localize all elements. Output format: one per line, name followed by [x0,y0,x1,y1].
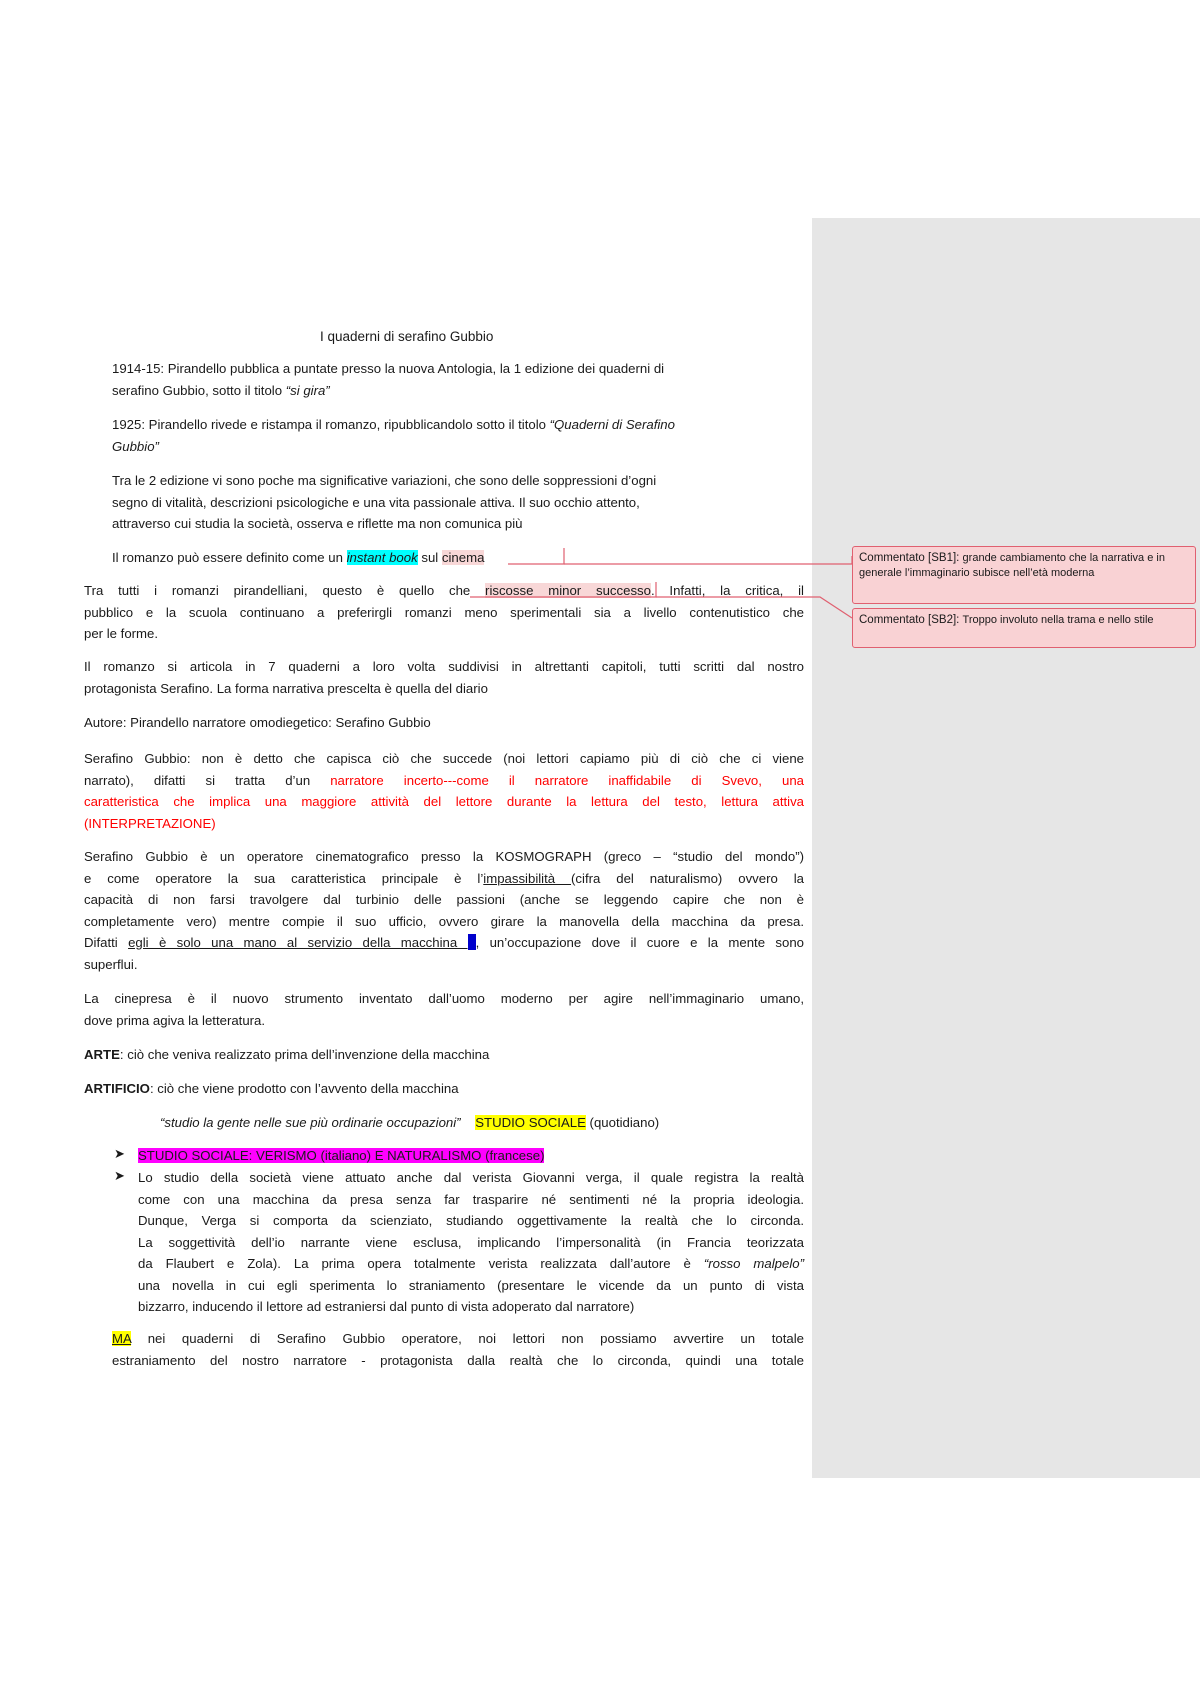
document-title: I quaderni di serafino Gubbio [320,329,494,344]
comment-sb2[interactable] [852,608,1196,648]
text: , un’occupazione dove il cuore e la mente sono [475,935,804,950]
text: (cifra del naturalismo) ovvero la [571,870,804,886]
line: Tra le 2 edizione vi sono poche ma significative variazioni, che sono delle soppressioni d’ogni [112,473,657,488]
highlight-instant-book: instant book [346,550,418,565]
line: bizzarro, inducendo il lettore ad estraniersi dal punto di vista adoperato dal narratore) [138,1299,635,1314]
italic-title: Gubbio” [112,438,159,454]
comment-author-label: Commentato [SB2]: [859,614,963,626]
arrow-bullet-icon: ➤ [114,1146,125,1161]
line: Lo studio della società viene attuato anche dal verista Giovanni verga, il quale registra la realtà [138,1170,804,1185]
line: serafino Gubbio, sotto il titolo [112,382,286,398]
line: superflui. [84,956,138,972]
bold-term: ARTE [84,1047,120,1062]
text: : ciò che veniva realizzato prima dell’invenzione della macchina [119,1047,490,1062]
underlined-text: egli è solo una mano al servizio della macchina [128,935,468,950]
comment-anchor-sb2[interactable]: riscosse minor successo [485,583,651,598]
italic-title: “si gira” [285,382,330,398]
text: da Flaubert e Zola). La prima opera totalmente verista realizzata dall’autore è [138,1256,704,1271]
line: protagonista Serafino. La forma narrativa prescelta è quella del diario [84,680,488,696]
paragraph-autore: Autore: Pirandello narratore omodiegetico: Serafino Gubbio [84,715,431,730]
text: Difatti [84,935,129,950]
text: (quotidiano) [585,1115,660,1130]
line: La cinepresa è il nuovo strumento inventato dall’uomo moderno per agire nell’immaginario umano, [84,991,804,1006]
red-text: caratteristica che implica una maggiore attività del lettore durante la lettura del testo, lettura attiva [84,794,804,809]
text: Tra tutti i romanzi pirandelliani, questo è quello che [84,583,486,598]
red-text: (INTERPRETAZIONE) [84,815,216,831]
line: attraverso cui studia la società, osserva e riflette ma non comunica più [112,516,523,531]
line: pubblico e la scuola continuano a preferirgli romanzi meno sperimentali sia a livello contenutistico che [84,604,804,620]
comment-text: grande cambiamento che la narrativa e in generale l’immaginario subisce nell’età moderna [859,552,1165,579]
line: 1925: Pirandello rivede e ristampa il romanzo, ripubblicandolo sotto il titolo [112,417,550,432]
highlight-verismo: STUDIO SOCIALE: VERISMO (italiano) E NATURALISMO (francese) [138,1148,545,1163]
line: Serafino Gubbio è un operatore cinematografico presso la KOSMOGRAPH (greco – “studio del mondo”) [84,849,804,864]
highlight-studio-sociale: STUDIO SOCIALE [475,1115,586,1130]
line: dove prima agiva la letteratura. [84,1012,266,1028]
text: e come operatore la sua caratteristica principale è l’ [84,870,484,886]
red-text: narratore incerto---come il narratore inaffidabile di Svevo, una [330,772,804,788]
italic-title: “Quaderni di Serafino [549,417,675,432]
text: sul [417,550,442,565]
text: narrato), difatti si tratta d’un [84,772,331,788]
italic-title: “rosso malpelo” [703,1256,804,1271]
arrow-bullet-icon: ➤ [114,1168,125,1183]
comment-author-label: Commentato [SB1]: [859,552,963,564]
line: Dunque, Verga si comporta da scienziato, studiando oggettivamente la realtà che lo circonda. [138,1213,804,1228]
comment-sb1[interactable] [852,546,1196,604]
text: : ciò che viene prodotto con l’avvento della macchina [149,1081,459,1096]
text: nei quaderni di Serafino Gubbio operatore, noi lettori non possiamo avvertire un totale [131,1331,804,1346]
line: completamente vero) mentre compie il suo ufficio, ovvero girare la manovella della macchina da presa. [84,913,804,929]
line: come con una macchina da presa senza far trasparire né sentimenti né la propria ideologia. [138,1191,804,1207]
comment-text: Troppo involuto nella trama e nello stile [962,614,1154,626]
bold-term: ARTIFICIO [84,1081,150,1096]
line: capacità di non farsi travolgere dal turbinio delle passioni (anche se leggendo capire che non è [84,892,804,907]
line: La soggettività dell’io narrante viene esclusa, implicando l’impersonalità (in Francia teorizzata [138,1234,804,1250]
line: estraniamento del nostro narratore - protagonista dalla realtà che lo circonda, quindi una totale [112,1352,804,1368]
text: Il romanzo può essere definito come un [112,550,347,565]
line: 1914-15: Pirandello pubblica a puntate presso la nuova Antologia, la 1 edizione dei quaderni di [112,361,665,376]
text: . Infatti, la critica, il [650,583,804,598]
underlined-text: impassibilità [483,870,572,886]
line: una novella in cui egli sperimenta lo straniamento (presentare le vicende da un punto di vista [138,1277,804,1293]
comment-anchor-sb1[interactable]: cinema [441,550,485,565]
line: per le forme. [84,626,159,641]
line: Serafino Gubbio: non è detto che capisca ciò che succede (noi lettori capiamo più di ciò che ci viene [84,751,804,766]
line: Il romanzo si articola in 7 quaderni a loro volta suddivisi in altrettanti capitoli, tutti scritti dal nostro [84,659,804,674]
highlight-ma: MA [112,1331,132,1346]
italic-quote: “studio la gente nelle sue più ordinarie occupazioni” [160,1115,461,1130]
line: segno di vitalità, descrizioni psicologiche e una vita passionale attiva. Il suo occhio attento, [112,494,640,510]
